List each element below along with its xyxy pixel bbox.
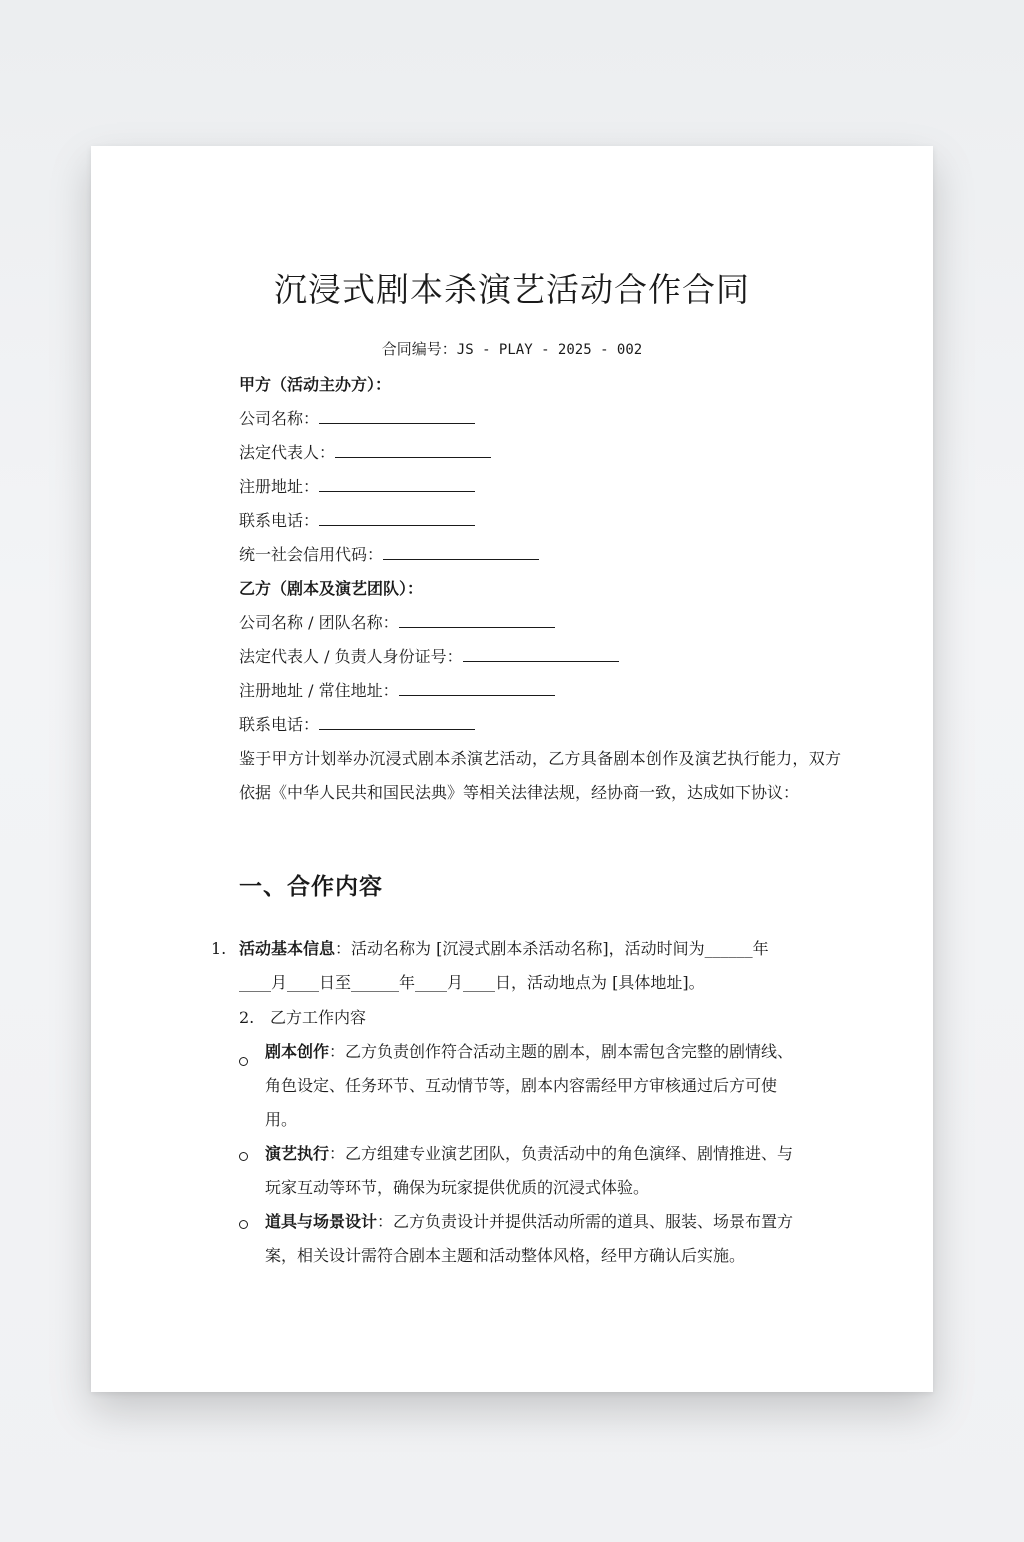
party-a-credit-code: 统一社会信用代码： [239, 543, 539, 567]
bullet-1-line-2: 角色设定、任务环节、互动情节等，剧本内容需经甲方审核通过后方可使 [265, 1076, 778, 1095]
item-number: 2. [239, 1008, 255, 1027]
party-a-address: 注册地址： [239, 475, 475, 499]
circle-bullet-icon [239, 1057, 248, 1066]
item-1-line-2: ____月____日至______年____月____日，活动地点为 [具体地址]。 [239, 973, 705, 992]
party-b-phone: 联系电话： [239, 713, 475, 737]
fill-blank[interactable] [319, 510, 475, 526]
section-1-heading: 一、合作内容 [239, 873, 383, 900]
item-1-label: 活动基本信息 [239, 939, 336, 958]
party-a-legal-rep: 法定代表人： [239, 441, 491, 465]
contract-number [91, 338, 933, 361]
fill-blank[interactable] [319, 714, 475, 730]
fill-blank[interactable] [399, 612, 555, 628]
item-number: 1. [211, 939, 227, 958]
party-b-address: 注册地址 / 常住地址： [239, 679, 555, 703]
fill-blank[interactable] [335, 442, 491, 458]
bullet-1-line-3: 用。 [265, 1110, 298, 1129]
party-a-heading: 甲方（活动主办方）： [239, 375, 392, 394]
party-b-company-name: 公司名称 / 团队名称： [239, 611, 555, 635]
bullet-3-line-1: 道具与场景设计：乙方负责设计并提供活动所需的道具、服装、场景布置方 [265, 1212, 794, 1231]
circle-bullet-icon [239, 1220, 248, 1229]
bullet-3-label: 道具与场景设计 [265, 1212, 378, 1231]
bullet-2-line-1: 演艺执行：乙方组建专业演艺团队，负责活动中的角色演绎、剧情推进、与 [265, 1144, 794, 1163]
fill-blank[interactable] [463, 646, 619, 662]
party-b-legal-rep-id: 法定代表人 / 负责人身份证号： [239, 645, 619, 669]
contract-page [91, 146, 933, 1392]
fill-blank[interactable] [399, 680, 555, 696]
fill-blank[interactable] [383, 544, 539, 560]
party-a-phone: 联系电话： [239, 509, 475, 533]
bullet-1-line-1: 剧本创作：乙方负责创作符合活动主题的剧本，剧本需包含完整的剧情线、 [265, 1042, 794, 1061]
fill-blank[interactable] [319, 408, 475, 424]
contract-number-label: 合同编号： [381, 340, 457, 358]
contract-number-value: JS - PLAY - 2025 - 002 [456, 342, 643, 358]
fill-blank[interactable] [319, 476, 475, 492]
bullet-3-line-2: 案，相关设计需符合剧本主题和活动整体风格，经甲方确认后实施。 [265, 1246, 746, 1265]
party-b-heading: 乙方（剧本及演艺团队）： [239, 579, 424, 598]
document-title: 沉浸式剧本杀演艺活动合作合同 [274, 270, 750, 309]
bullet-2-label: 演艺执行 [265, 1144, 330, 1163]
party-a-company-name: 公司名称： [239, 407, 475, 431]
bullet-1-label: 剧本创作 [265, 1042, 330, 1061]
preamble-paragraph: 鉴于甲方计划举办沉浸式剧本杀演艺活动，乙方具备剧本创作及演艺执行能力，双方依据《中华人民共和国民法典》等相关法律法规，经协商一致，达成如下协议： [239, 749, 841, 802]
bullet-2-line-2: 玩家互动等环节，确保为玩家提供优质的沉浸式体验。 [265, 1178, 650, 1197]
item-2-label: 乙方工作内容 [270, 1008, 367, 1027]
circle-bullet-icon [239, 1152, 248, 1161]
item-1-line-1: 活动基本信息：活动名称为 [沉浸式剧本杀活动名称]，活动时间为______年 [239, 939, 769, 958]
